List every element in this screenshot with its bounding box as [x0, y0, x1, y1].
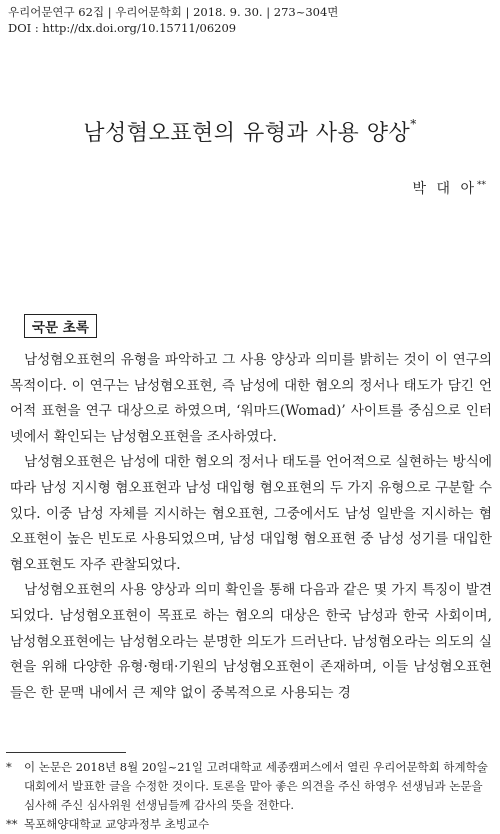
paper-title — [0, 116, 500, 147]
journal-citation: 우리어문연구 62집 | 우리어문학회 | 2018. 9. 30. | 273~304면 — [8, 5, 339, 19]
abstract-paragraph: 남성혐오표현의 유형을 파악하고 그 사용 양상과 의미를 밝히는 것이 이 연구의 목적이다. 이 연구는 남성혐오표현, 즉 남성에 대한 혐오의 정서나 태도가 담긴 언어적 표현을 연구 대상으로 하였으며, ‘워마드(Womad)’ 사이트를 중심으로 인터넷에서 확인되는 남성혐오표현을 조사하였다. — [10, 352, 492, 445]
footnote-text: 이 논문은 2018년 8월 20일~21일 고려대학교 세종캠퍼스에서 열린 우리어문학회 하계학술대회에서 발표한 글을 수정한 것이다. 토론을 맡아 좋은 의견을 주신 하영우 선생님과 논문을 심사해 주신 심사위원 선생님들께 감사의 뜻을 전한다. — [24, 760, 488, 812]
footnote-text: 목포해양대학교 교양과정부 초빙교수 — [24, 817, 210, 831]
footnote-divider — [6, 752, 126, 753]
running-header — [8, 4, 338, 36]
footnote — [6, 758, 494, 815]
paper-title-text: 남성혐오표현의 유형과 사용 양상 — [83, 121, 411, 146]
abstract-body — [10, 348, 492, 706]
footnote-mark: * — [6, 760, 12, 774]
footnotes — [6, 758, 494, 834]
title-footnote-mark: * — [410, 116, 417, 131]
footnote — [6, 815, 494, 834]
abstract-paragraph: 남성혐오표현은 남성에 대한 혐오의 정서나 태도를 언어적으로 실현하는 방식에 따라 남성 지시형 혐오표현과 남성 대입형 혐오표현의 두 가지 유형으로 구분할 수 있다. 이중 남성 자체를 지시하는 혐오표현, 그중에서도 남성 일반을 지시하는 혐오표현이 높은 빈도로 사용되었으며, 남성 대입형 혐오표현 중 남성 성기를 대입한 혐오표현도 자주 관찰되었다. — [10, 454, 492, 573]
abstract-heading: 국문 초록 — [24, 314, 97, 338]
abstract-paragraph: 남성혐오표현의 사용 양상과 의미 확인을 통해 다음과 같은 몇 가지 특징이 발견되었다. 남성혐오표현이 목표로 하는 혐오의 대상은 한국 남성과 한국 사회이며, 남성혐오표현에는 남성혐오라는 분명한 의도가 드러난다. 남성혐오라는 의도의 실현을 위해 다양한 유형·형태·기원의 남성혐오표현이 존재하며, 이들 남성혐오표현들은 한 문맥 내에서 큰 제약 없이 중복적으로 사용되는 경 — [10, 582, 492, 701]
doi-line: DOI : http://dx.doi.org/10.15711/06209 — [8, 21, 237, 35]
footnote-mark: ** — [6, 817, 18, 831]
author — [413, 178, 486, 198]
author-name: 박 대 아 — [412, 181, 477, 197]
author-footnote-mark: ** — [477, 180, 486, 191]
